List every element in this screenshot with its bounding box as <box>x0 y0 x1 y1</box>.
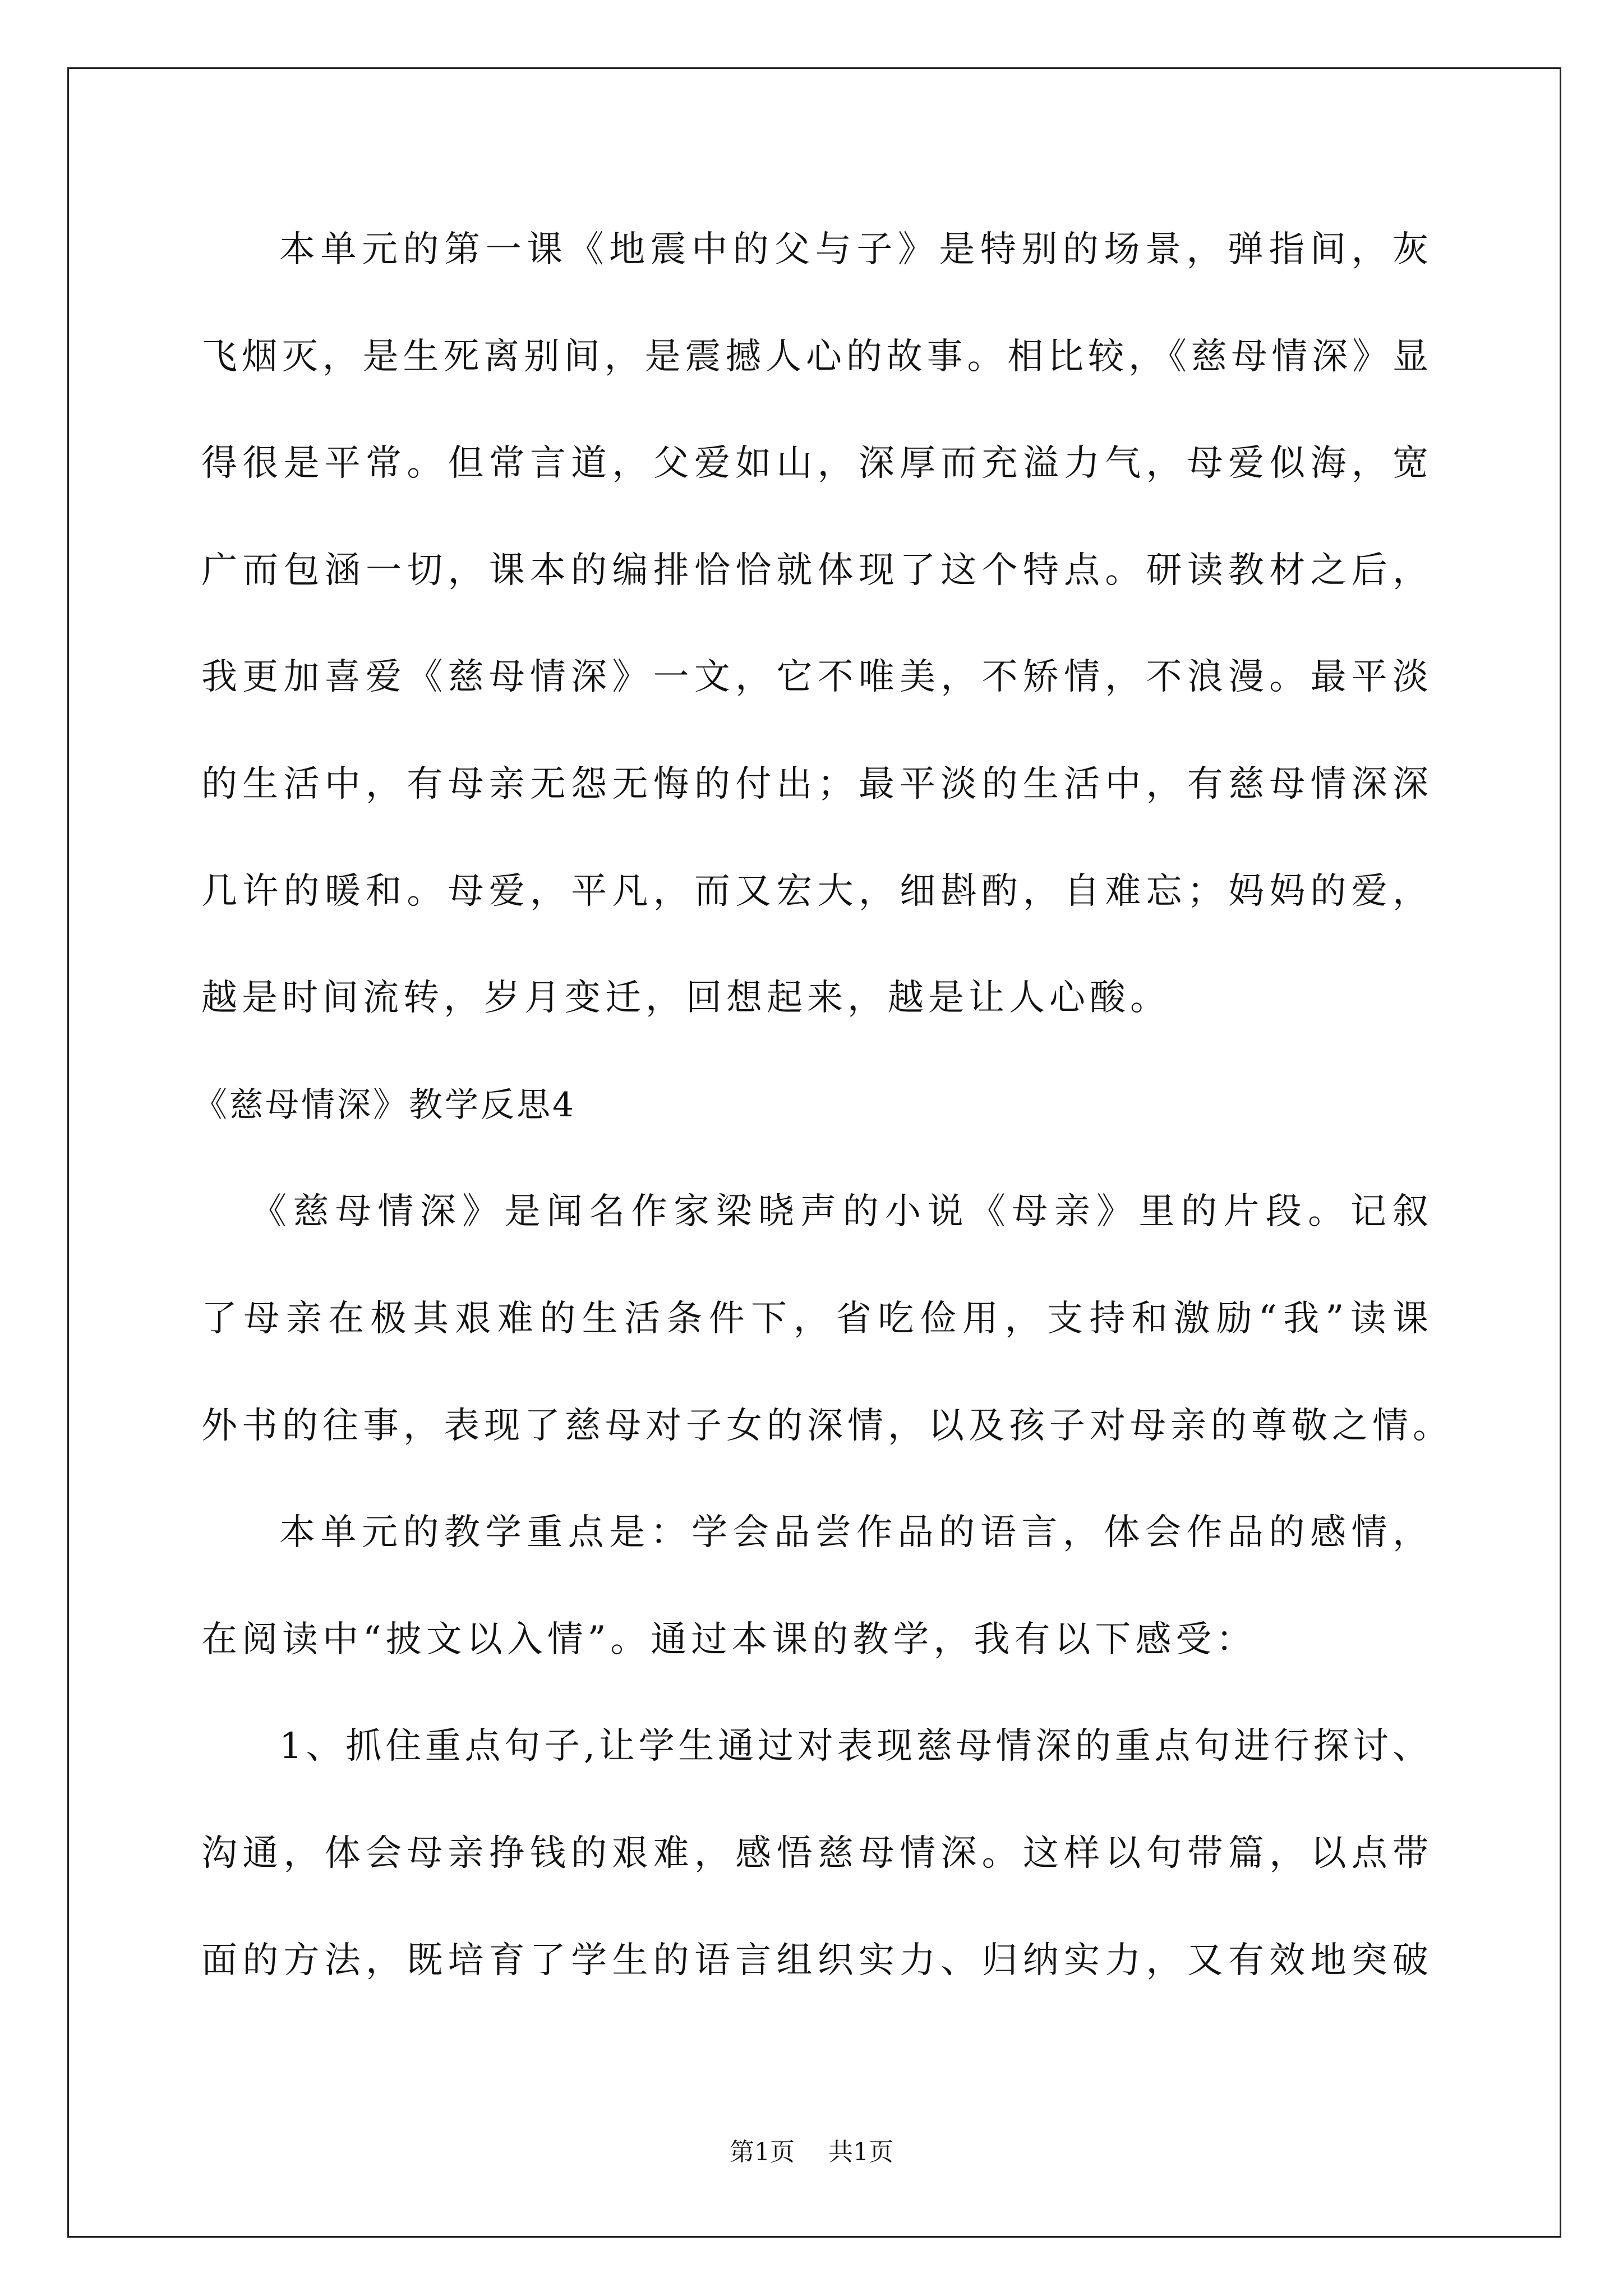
document-body <box>193 196 1453 2014</box>
intro-paragraph <box>201 196 1428 1052</box>
page-total: 共1页 <box>828 2138 893 2166</box>
page-number: 第1页 <box>730 2138 795 2166</box>
text-line: 本单元的第一课《地震中的父与子》是特别的场景，弹指间，灰 <box>279 229 1428 270</box>
paragraph-point-1 <box>201 1693 1428 2014</box>
text-line: 了母亲在极其艰难的生活条件下，省吃俭用，支持和激励“我”读课 <box>201 1297 1428 1340</box>
text-line: 得很是平常。但常言道，父爱如山，深厚而充溢力气，母爱似海，宽 <box>201 443 1428 485</box>
section-heading: 《慈母情深》教学反思4 <box>193 1085 577 1125</box>
text-line: 几许的暖和。母爱，平凡，而又宏大，细斟酌，自难忘；妈妈的爱， <box>201 870 1428 912</box>
paragraph-teaching-focus <box>201 1479 1428 1693</box>
text-line: 面的方法，既培育了学生的语言组织实力、归纳实力，又有效地突破 <box>201 1939 1428 1981</box>
paragraph-intro-text <box>201 1158 1453 1479</box>
text-line: 1、抓住重点句子,让学生通过对表现慈母情深的重点句进行探讨、 <box>279 1726 1428 1768</box>
text-line: 我更加喜爱《慈母情深》一文，它不唯美，不矫情，不浪漫。最平淡 <box>201 656 1428 698</box>
text-line: 本单元的教学重点是：学会品尝作品的语言，体会作品的感情， <box>279 1512 1428 1554</box>
text-line: 《慈母情深》是闻名作家梁晓声的小说《母亲》里的片段。记叙 <box>251 1191 1428 1233</box>
text-line: 广而包涵一切，课本的编排恰恰就体现了这个特点。研读教材之后， <box>201 549 1428 591</box>
text-line: 的生活中，有母亲无怨无悔的付出；最平淡的生活中，有慈母情深深 <box>201 763 1428 805</box>
page-footer <box>0 2136 1623 2169</box>
text-line: 沟通，体会母亲挣钱的艰难，感悟慈母情深。这样以句带篇，以点带 <box>201 1832 1428 1874</box>
text-line: 飞烟灭，是生死离别间，是震撼人心的故事。相比较，《慈母情深》显 <box>201 335 1428 378</box>
text-line: 在阅读中“披文以入情”。通过本课的教学，我有以下感受： <box>201 1618 1257 1660</box>
text-line: 越是时间流转，岁月变迁，回想起来，越是让人心酸。 <box>201 977 1170 1019</box>
text-line: 外书的往事，表现了慈母对子女的深情，以及孩子对母亲的尊敬之情。 <box>201 1405 1453 1447</box>
